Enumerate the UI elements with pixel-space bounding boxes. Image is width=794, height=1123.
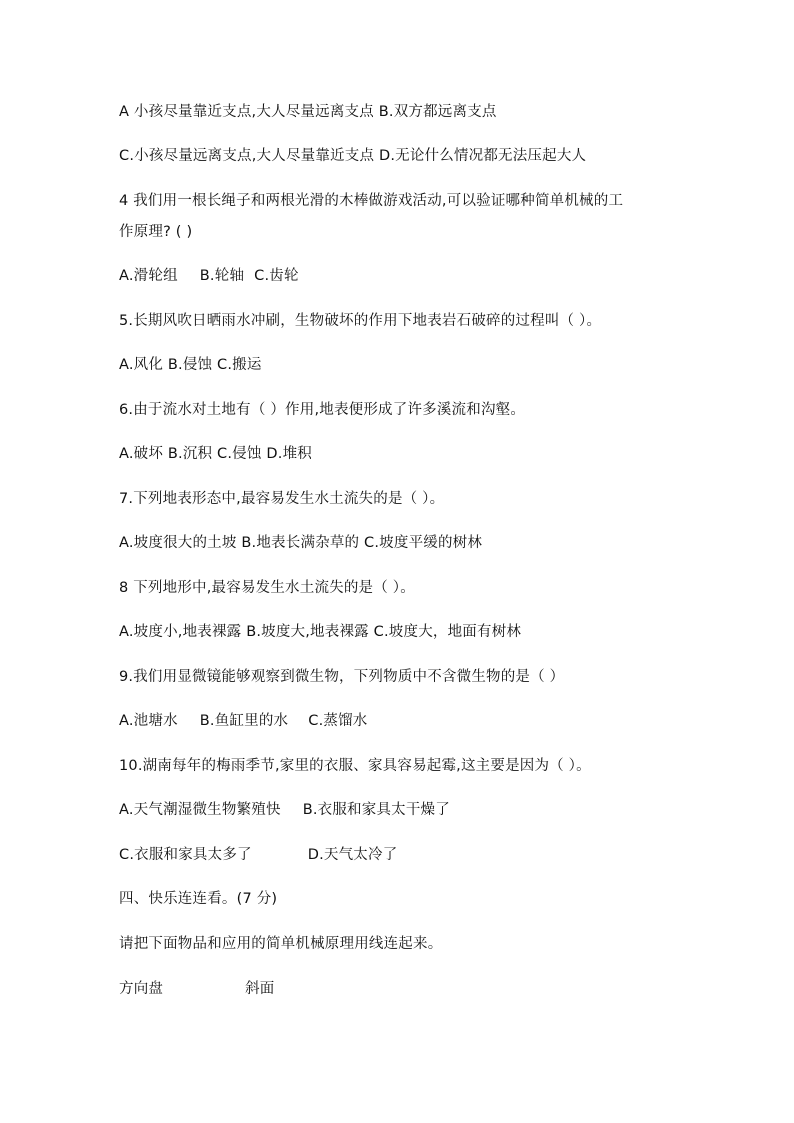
q10-option-b: B.衣服和家具太干燥了 [302, 802, 450, 818]
q9-option-a: A.池塘水 [119, 713, 178, 729]
q10-option-d: D.天气太冷了 [307, 847, 398, 863]
q4-question-line2: 作原理? ( ) [119, 224, 193, 240]
matching-left-item: 方向盘 [119, 981, 164, 997]
section4-instruction: 请把下面物品和应用的简单机械原理用线连起来。 [119, 936, 443, 952]
q9-options [119, 711, 367, 731]
section4-heading: 四、快乐连连看。(7 分) [119, 891, 278, 907]
q4-option-b: B.轮轴 [199, 268, 245, 284]
matching-right-item: 斜面 [245, 981, 275, 997]
q5-options: A.风化 B.侵蚀 C.搬运 [119, 357, 262, 373]
q9-question: 9.我们用显微镜能够观察到微生物，下列物质中不含微生物的是（ ） [119, 669, 565, 685]
q10-option-c: C.衣服和家具太多了 [119, 847, 252, 863]
q4-option-c: C.齿轮 [254, 268, 299, 284]
q10-option-a: A.天气潮湿微生物繁殖快 [119, 802, 281, 818]
q3-options-line1: A 小孩尽量靠近支点,大人尽量远离支点 B.双方都远离支点 [119, 104, 497, 120]
q10-options-row1 [119, 800, 450, 820]
q3-options-line2: C.小孩尽量远离支点,大人尽量靠近支点 D.无论什么情况都无法压起大人 [119, 148, 587, 164]
q6-options: A.破坏 B.沉积 C.侵蚀 D.堆积 [119, 446, 312, 462]
q6-question: 6.由于流水对土地有（ ）作用,地表便形成了许多溪流和沟壑。 [119, 402, 526, 418]
q10-question: 10.湖南每年的梅雨季节,家里的衣服、家具容易起霉,这主要是因为（ ）。 [119, 758, 591, 774]
q9-option-b: B.鱼缸里的水 [199, 713, 289, 729]
q7-question: 7.下列地表形态中,最容易发生水土流失的是（ ）。 [119, 491, 445, 507]
q4-question-line1: 4 我们用一根长绳子和两根光滑的木棒做游戏活动,可以验证哪种简单机械的工 [119, 193, 624, 209]
q5-question: 5.长期风吹日晒雨水冲刷，生物破坏的作用下地表岩石破碎的过程叫（ ）。 [119, 313, 602, 329]
q10-options-row2 [119, 845, 397, 865]
matching-row [119, 979, 275, 999]
q7-options: A.坡度很大的土坡 B.地表长满杂草的 C.坡度平缓的树林 [119, 535, 483, 551]
q4-option-a: A.滑轮组 [119, 268, 178, 284]
q8-question: 8 下列地形中,最容易发生水土流失的是（ ）。 [119, 580, 415, 596]
q4-options [119, 266, 299, 286]
q9-option-c: C.蒸馏水 [308, 713, 368, 729]
q8-options: A.坡度小,地表裸露 B.坡度大,地表裸露 C.坡度大，地面有树林 [119, 624, 522, 640]
